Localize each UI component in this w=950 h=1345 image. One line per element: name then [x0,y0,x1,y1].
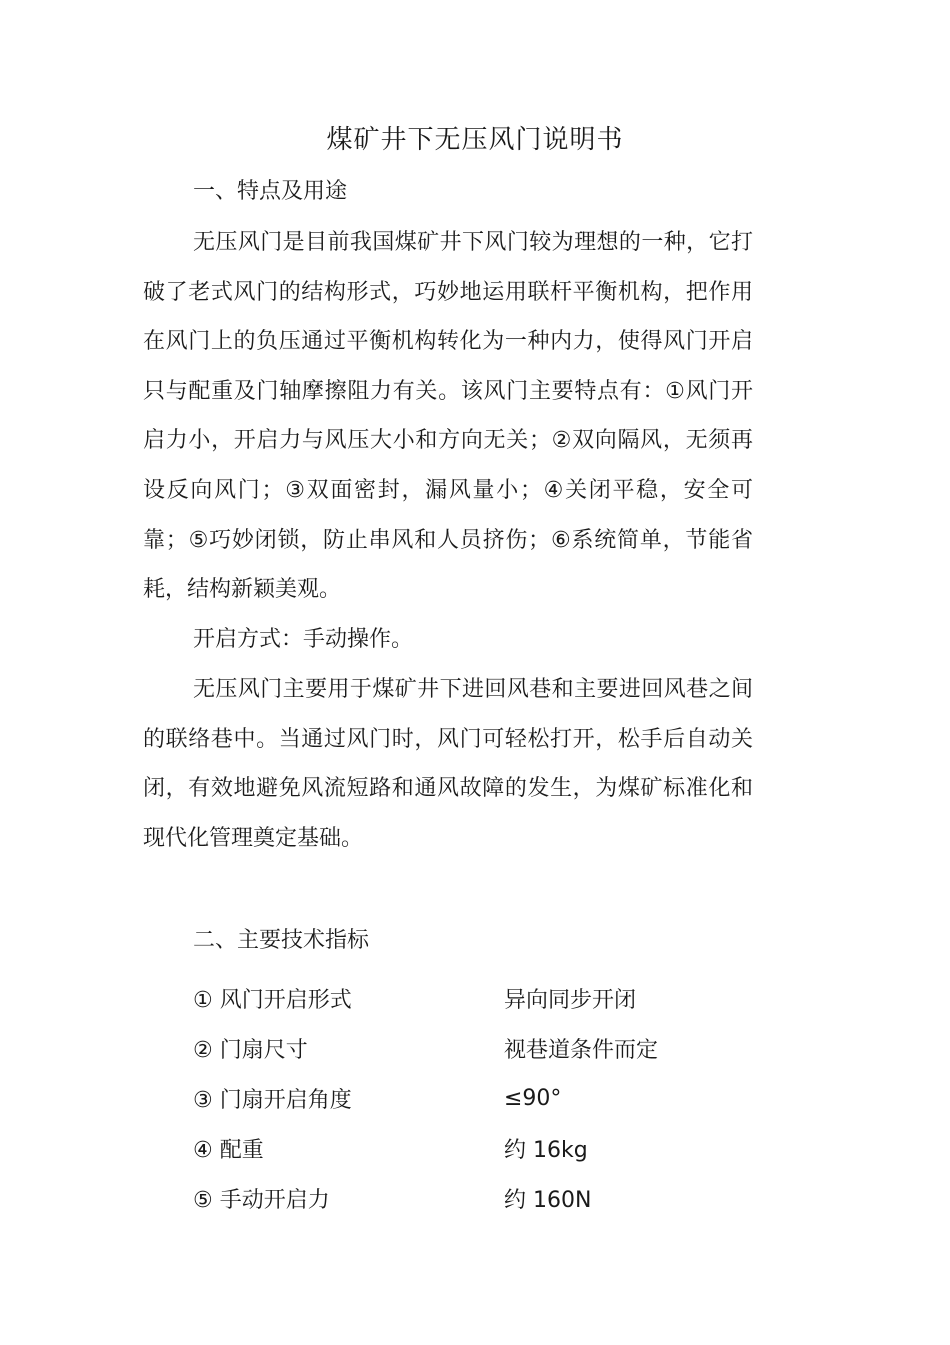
section-heading-specs: 二、主要技术指标 [193,928,370,953]
spec-value: ≤90° [504,1085,562,1111]
spec-value: 异向同步开闭 [504,987,637,1013]
spec-label: ⑤ 手动开启力 [193,1187,330,1213]
spec-value: 约 160N [504,1187,592,1213]
spec-row [193,973,753,1023]
spec-row [193,1173,753,1223]
specs-list [193,973,753,1223]
document-title: 煤矿井下无压风门说明书 [326,125,624,155]
spec-row [193,1123,753,1173]
section-heading-features: 一、特点及用途 [193,179,348,204]
paragraph-features: 无压风门是目前我国煤矿井下风门较为理想的一种，它打破了老式风门的结构形式，巧妙地运用联杆平衡机构，把作用在风门上的负压通过平衡机构转化为一种内力，使得风门开启只与配重及门轴摩擦阻力有关。该风门主要特点有：①风门开启力小，开启力与风压大小和方向无关；②双向隔风，无须再设反向风门；③双面密封，漏风量小；④关闭平稳，安全可靠；⑤巧妙闭锁，防止串风和人员挤伤；⑥系统简单，节能省耗，结构新颖美观。 [143,230,753,603]
spec-label: ① 风门开启形式 [193,987,352,1013]
spec-label: ② 门扇尺寸 [193,1037,308,1063]
spec-row [193,1073,753,1123]
paragraph-opening-method: 开启方式：手动操作。 [193,627,414,652]
paragraph-usage: 无压风门主要用于煤矿井下进回风巷和主要进回风巷之间的联络巷中。当通过风门时，风门可轻松打开，松手后自动关闭，有效地避免风流短路和通风故障的发生，为煤矿标准化和现代化管理奠定基础。 [143,677,753,851]
spec-value: 视巷道条件而定 [504,1037,659,1063]
spec-label: ③ 门扇开启角度 [193,1087,352,1113]
spec-row [193,1023,753,1073]
spec-value: 约 16kg [504,1137,588,1163]
spec-label: ④ 配重 [193,1137,264,1163]
